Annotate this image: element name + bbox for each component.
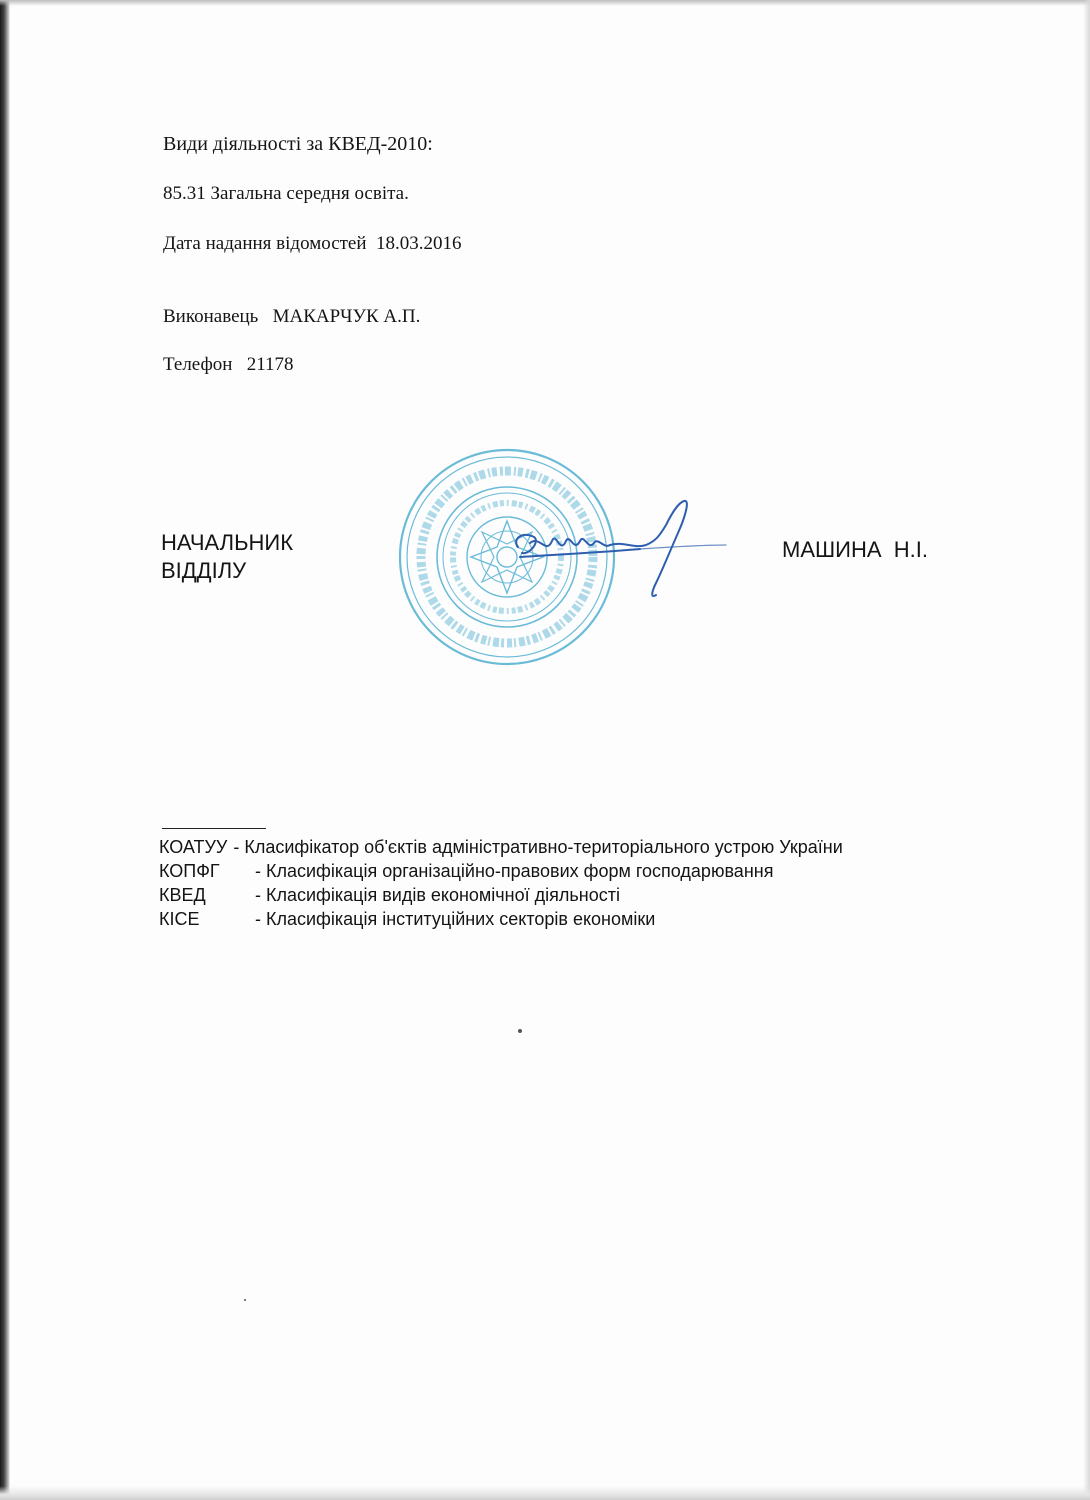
executor-line: [163, 306, 420, 328]
footnote-row: [159, 883, 843, 907]
footnote-abbr: КОПФГ: [159, 861, 220, 881]
footnote-text: - Класифікатор об'єктів адміністративно-територіального устрою України: [233, 837, 843, 857]
phone-value: 21178: [246, 354, 294, 375]
activity-code: 85.31 Загальна середня освіта.: [163, 183, 409, 204]
signatory-title: [161, 529, 293, 585]
executor-value: МАКАРЧУК А.П.: [272, 306, 421, 327]
footnote-row: [159, 859, 843, 883]
date-line: [163, 233, 462, 255]
date-label: Дата надання відомостей: [163, 233, 367, 254]
signatory-title-line1: НАЧАЛЬНИК: [161, 530, 294, 555]
footnote-abbr: КВЕД: [159, 885, 206, 905]
scan-edge-bottom: [0, 1486, 1090, 1500]
handwritten-signature: [500, 495, 730, 605]
footnote-text: - Класифікація видів економічної діяльності: [255, 885, 620, 905]
signatory-title-line2: ВІДДІЛУ: [161, 558, 247, 583]
footnote-abbr: КОАТУУ: [159, 837, 228, 857]
executor-label: Виконавець: [163, 306, 259, 327]
footnotes-list: [159, 835, 843, 931]
scan-edge-top: [0, 0, 1090, 6]
activities-heading: Види діяльності за КВЕД-2010:: [163, 133, 433, 155]
scan-edge-left: [0, 0, 10, 1500]
footnote-abbr: КІСЕ: [159, 909, 200, 929]
scan-speck: [518, 1029, 522, 1033]
footnote-text: - Класифікація інституційних секторів економіки: [255, 909, 656, 929]
scan-speck: [244, 1299, 246, 1301]
phone-line: [163, 354, 294, 376]
footnote-row: [159, 835, 843, 859]
scan-edge-right: [1083, 0, 1090, 1500]
footnote-divider: [162, 828, 266, 829]
footnote-text: - Класифікація організаційно-правових форм господарювання: [255, 861, 774, 881]
footnote-row: [159, 907, 843, 931]
signatory-name: МАШИНА Н.І.: [782, 537, 928, 562]
phone-label: Телефон: [163, 354, 233, 375]
date-value: 18.03.2016: [376, 233, 462, 254]
